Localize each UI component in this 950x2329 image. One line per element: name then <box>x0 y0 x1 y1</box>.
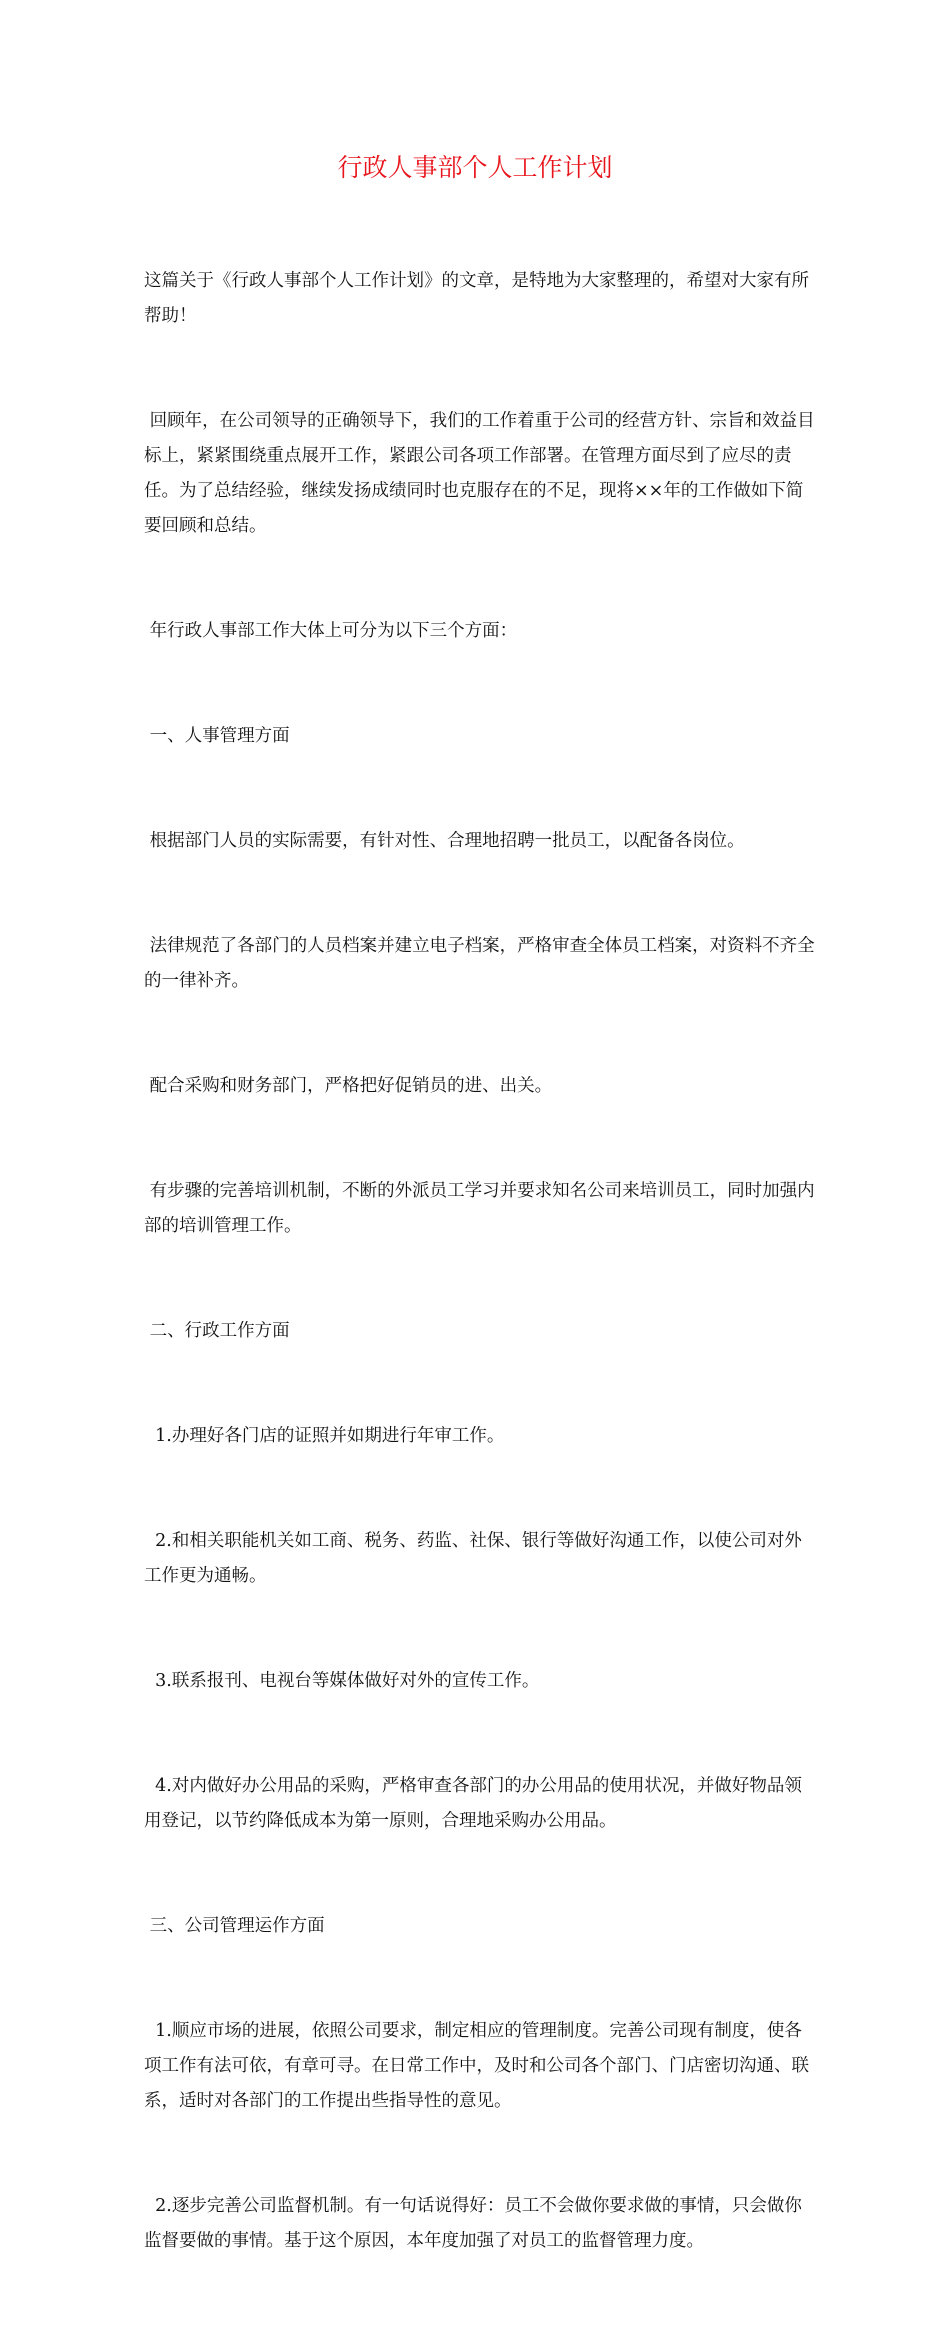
paragraph-archives: 法律规范了各部门的人员档案并建立电子档案，严格审查全体员工档案，对资料不齐全的一律补齐。 <box>144 936 815 991</box>
list-item-admin-4: 4.对内做好办公用品的采购，严格审查各部门的办公用品的使用状况，并做好物品领用登记，以节约降低成本为第一原则，合理地采购办公用品。 <box>144 1776 802 1831</box>
list-item-admin-3: 3.联系报刊、电视台等媒体做好对外的宣传工作。 <box>144 1671 540 1691</box>
section-heading-personnel: 一、人事管理方面 <box>144 726 290 746</box>
paragraph-training: 有步骤的完善培训机制，不断的外派员工学习并要求知名公司来培训员工，同时加强内部的培训管理工作。 <box>144 1181 815 1236</box>
list-item-management-1: 1.顺应市场的进展，依照公司要求，制定相应的管理制度。完善公司现有制度，使各项工作有法可依，有章可寻。在日常工作中，及时和公司各个部门、门店密切沟通、联系，适时对各部门的工作提出些指导性的意见。 <box>144 2021 809 2111</box>
list-item-admin-2: 2.和相关职能机关如工商、税务、药监、社保、银行等做好沟通工作，以使公司对外工作更为通畅。 <box>144 1531 802 1586</box>
section-heading-management: 三、公司管理运作方面 <box>144 1916 325 1936</box>
paragraph-review: 回顾年，在公司领导的正确领导下，我们的工作着重于公司的经营方针、宗旨和效益目标上，紧紧围绕重点展开工作，紧跟公司各项工作部署。在管理方面尽到了应尽的责任。为了总结经验，继续发扬成绩同时也克服存在的不足，现将××年的工作做如下简要回顾和总结。 <box>144 411 815 536</box>
list-item-management-2: 2.逐步完善公司监督机制。有一句话说得好：员工不会做你要求做的事情，只会做你监督要做的事情。基于这个原因，本年度加强了对员工的监督管理力度。 <box>144 2196 802 2251</box>
paragraph-intro: 这篇关于《行政人事部个人工作计划》的文章，是特地为大家整理的，希望对大家有所帮助！ <box>144 271 809 326</box>
document-title: 行政人事部个人工作计划 <box>337 153 613 182</box>
section-heading-administration: 二、行政工作方面 <box>144 1321 290 1341</box>
list-item-admin-1: 1.办理好各门店的证照并如期进行年审工作。 <box>144 1426 505 1446</box>
paragraph-overview: 年行政人事部工作大体上可分为以下三个方面： <box>144 621 518 641</box>
paragraph-promoters: 配合采购和财务部门，严格把好促销员的进、出关。 <box>144 1076 553 1096</box>
paragraph-recruitment: 根据部门人员的实际需要，有针对性、合理地招聘一批员工，以配备各岗位。 <box>144 831 745 851</box>
document-body <box>144 194 816 2329</box>
